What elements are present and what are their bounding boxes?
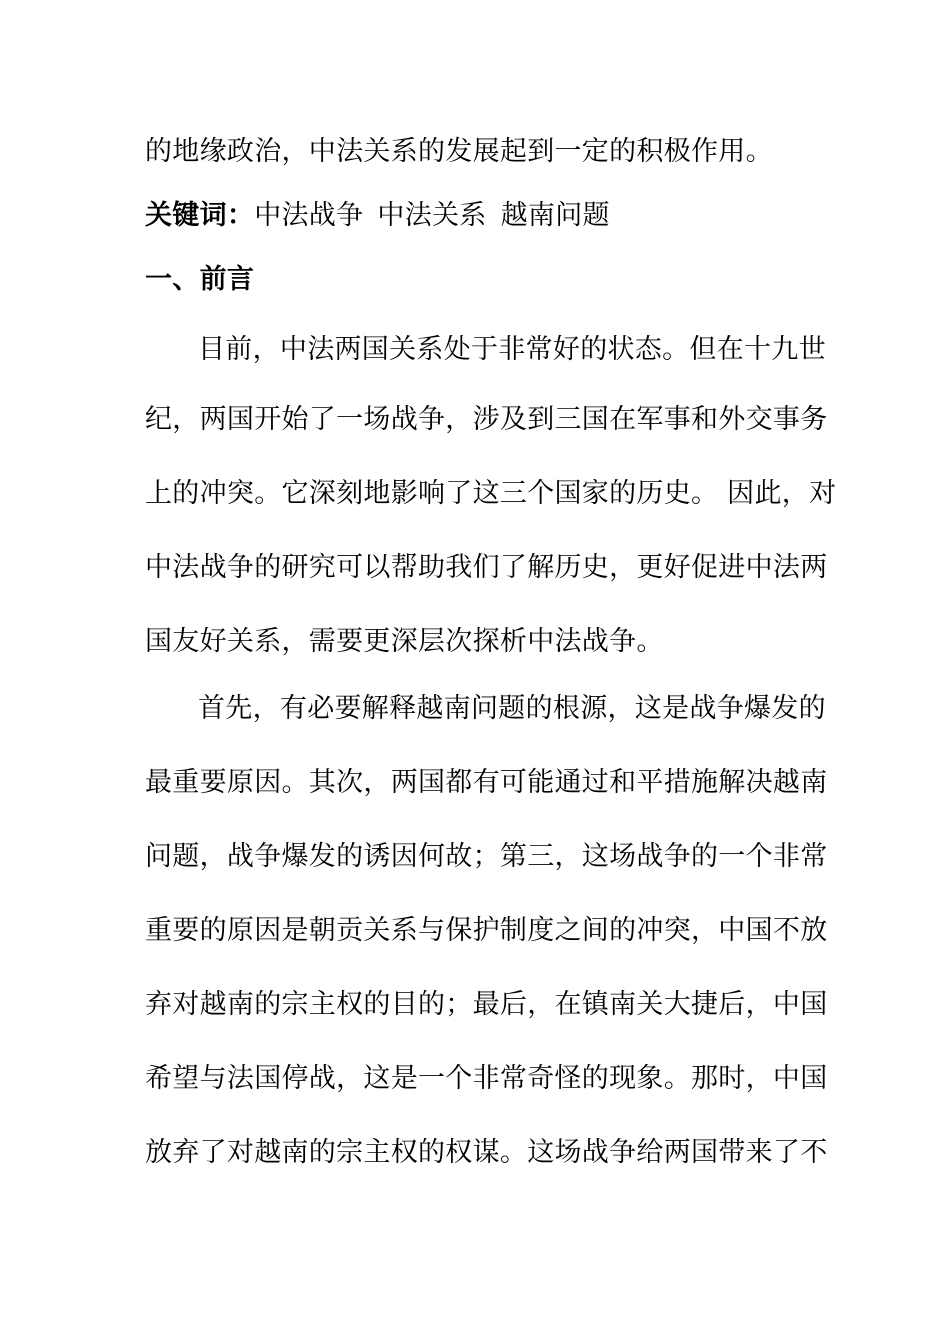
keyword-term: 中法战争 <box>254 200 364 231</box>
paragraph-line: 首先，有必要解释越南问题的根源，这是战争爆发的 <box>198 693 826 724</box>
paragraph-line: 问题，战争爆发的诱因何故；第三，这场战争的一个非常 <box>145 841 828 872</box>
paragraph-line: 弃对越南的宗主权的目的；最后，在镇南关大捷后，中国 <box>145 989 828 1020</box>
paragraph-line: 最重要原因。其次，两国都有可能通过和平措施解决越南 <box>145 767 828 798</box>
section-heading: 一、前言 <box>145 264 255 295</box>
opening-line: 的地缘政治，中法关系的发展起到一定的积极作用。 <box>145 136 773 167</box>
paragraph-line: 目前，中法两国关系处于非常好的状态。但在十九世 <box>198 334 826 365</box>
keywords-label: 关键词： <box>145 200 255 231</box>
paragraph-line: 放弃了对越南的宗主权的权谋。这场战争给两国带来了不 <box>145 1137 828 1168</box>
paragraph-line: 上的冲突。它深刻地影响了这三个国家的历史。 因此，对 <box>145 478 837 509</box>
keyword-term: 中法关系 <box>377 200 487 231</box>
keyword-term: 越南问题 <box>500 200 610 231</box>
paragraph-line: 希望与法国停战，这是一个非常奇怪的现象。那时，中国 <box>145 1063 828 1094</box>
paragraph-line: 重要的原因是朝贡关系与保护制度之间的冲突，中国不放 <box>145 915 828 946</box>
paragraph-line: 纪，两国开始了一场战争，涉及到三国在军事和外交事务 <box>145 404 828 435</box>
keywords-line <box>145 199 805 233</box>
paragraph-line: 国友好关系，需要更深层次探析中法战争。 <box>145 626 664 657</box>
paragraph-line: 中法战争的研究可以帮助我们了解历史，更好促进中法两 <box>145 552 828 583</box>
